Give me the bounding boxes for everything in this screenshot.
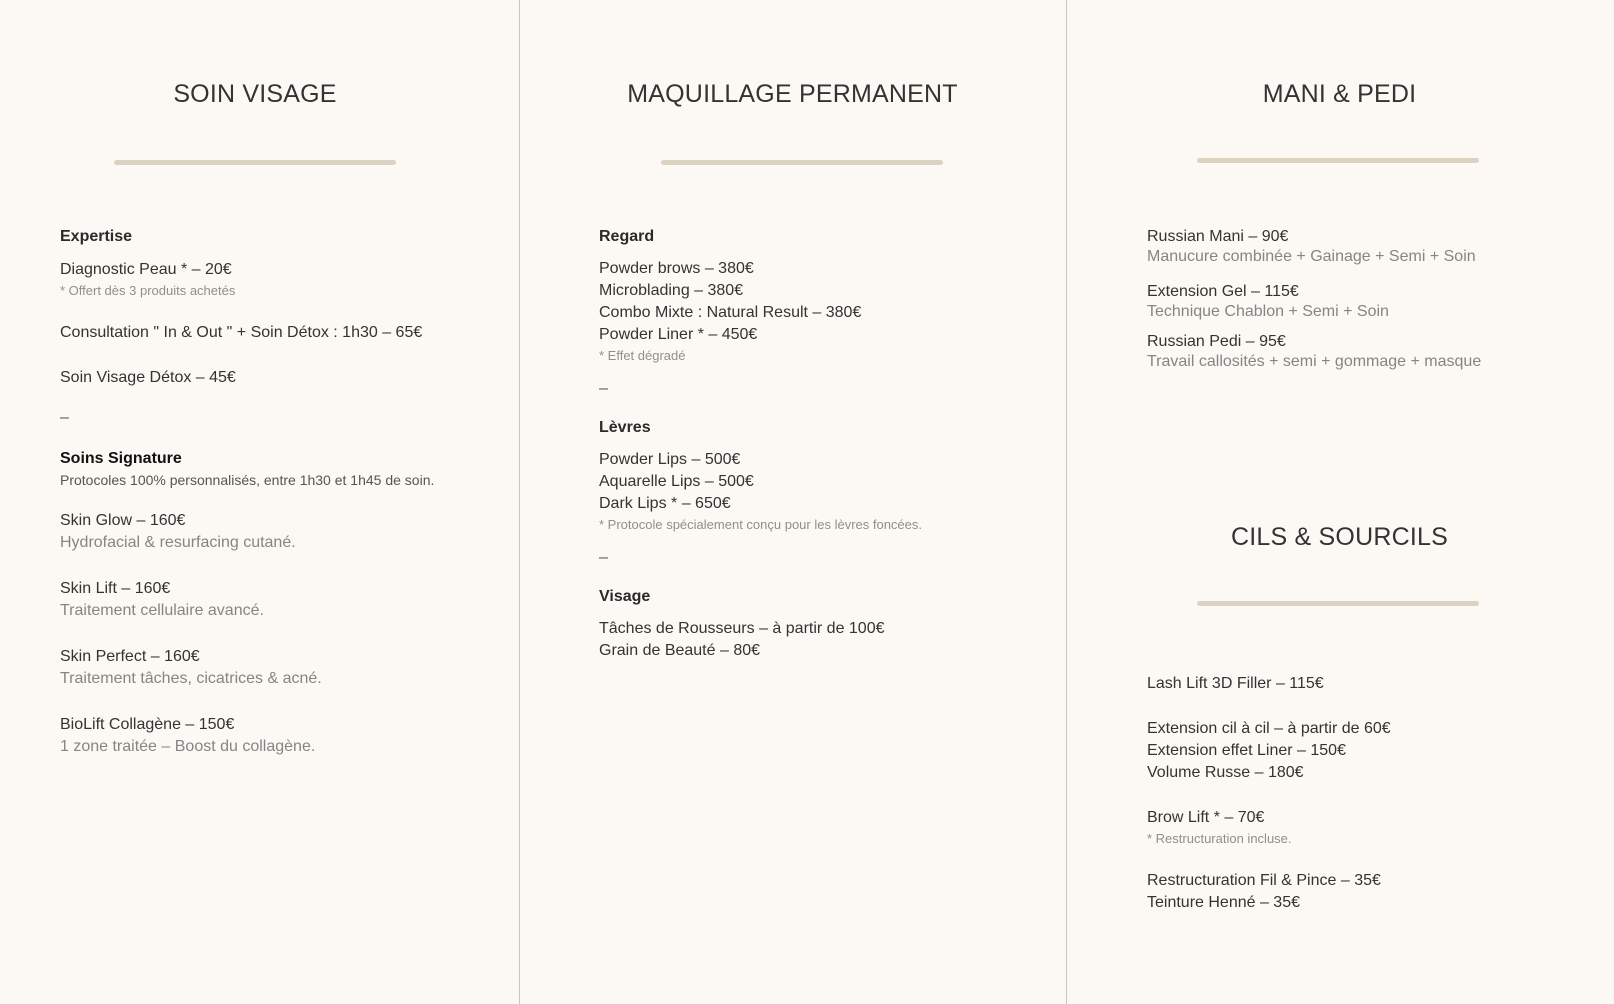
treatment-desc: Traitement cellulaire avancé. — [60, 602, 264, 619]
treatment-desc: Traitement tâches, cicatrices & acné. — [60, 670, 322, 687]
soin-detox-item: Soin Visage Détox – 45€ — [60, 369, 236, 386]
extension-list — [1147, 718, 1391, 784]
consultation-item: Consultation " In & Out " + Soin Détox : 1h30 – 65€ — [60, 324, 423, 341]
service-name: Russian Mani – 90€ — [1147, 228, 1289, 245]
expertise-label: Expertise — [60, 228, 133, 245]
treatment-desc: Hydrofacial & resurfacing cutané. — [60, 534, 296, 551]
treatment-name: Skin Lift – 160€ — [60, 580, 171, 597]
separator: – — [599, 380, 608, 397]
list-item: Powder brows – 380€ — [599, 260, 754, 277]
restructuration-item: Restructuration Fil & Pince – 35€ — [1147, 872, 1381, 889]
treatment-name: Skin Glow – 160€ — [60, 512, 186, 529]
treatment-item — [60, 646, 434, 690]
treatment-item — [60, 510, 434, 554]
section-title-soin-visage: SOIN VISAGE — [173, 80, 337, 108]
soin-visage-content — [60, 226, 434, 758]
diagnostic-note: * Offert dès 3 produits achetés — [60, 283, 236, 298]
service-desc: Travail callosités + semi + gommage + masque — [1147, 353, 1482, 370]
column-soin-visage — [0, 0, 520, 1004]
treatment-list — [60, 510, 434, 758]
column-maquillage-permanent — [520, 0, 1067, 1004]
diagnostic-item: Diagnostic Peau * – 20€ — [60, 261, 232, 278]
list-item: Powder Liner * – 450€ — [599, 326, 758, 343]
regard-label: Regard — [599, 228, 655, 245]
service-desc: Manucure combinée + Gainage + Semi + Soin — [1147, 248, 1476, 265]
levres-list — [599, 449, 922, 515]
maquillage-content — [599, 226, 922, 662]
visage-list — [599, 618, 922, 662]
service-desc: Technique Chablon + Semi + Soin — [1147, 303, 1389, 320]
service-item — [1147, 331, 1481, 371]
regard-list — [599, 258, 922, 346]
service-name: Extension Gel – 115€ — [1147, 283, 1299, 300]
signature-label: Soins Signature — [60, 450, 182, 467]
column-mani-pedi-cils — [1067, 0, 1614, 1004]
list-item: Grain de Beauté – 80€ — [599, 642, 761, 659]
lash-lift-item: Lash Lift 3D Filler – 115€ — [1147, 675, 1324, 692]
levres-note: * Protocole spécialement conçu pour les lèvres foncées. — [599, 517, 923, 532]
brow-lift-note: * Restructuration incluse. — [1147, 831, 1292, 846]
list-item: Extension cil à cil – à partir de 60€ — [1147, 720, 1391, 737]
brow-lift-item: Brow Lift * – 70€ — [1147, 809, 1265, 826]
treatment-item — [60, 578, 434, 622]
separator: – — [599, 549, 608, 566]
service-item — [1147, 281, 1481, 321]
list-item: Extension effet Liner – 150€ — [1147, 742, 1346, 759]
title-underline — [1197, 601, 1479, 606]
service-item — [1147, 226, 1481, 266]
teinture-item: Teinture Henné – 35€ — [1147, 894, 1300, 911]
section-title-mani-pedi: MANI & PEDI — [1262, 80, 1417, 108]
list-item: Dark Lips * – 650€ — [599, 495, 731, 512]
section-title-maquillage: MAQUILLAGE PERMANENT — [627, 80, 958, 108]
title-underline — [114, 160, 396, 165]
regard-note: * Effet dégradé — [599, 348, 686, 363]
list-item: Tâches de Rousseurs – à partir de 100€ — [599, 620, 885, 637]
visage-label: Visage — [599, 588, 651, 605]
treatment-item — [60, 714, 434, 758]
levres-label: Lèvres — [599, 419, 651, 436]
list-item: Combo Mixte : Natural Result – 380€ — [599, 304, 862, 321]
list-item: Volume Russe – 180€ — [1147, 764, 1304, 781]
title-underline — [661, 160, 943, 165]
section-title-cils-sourcils: CILS & SOURCILS — [1231, 523, 1448, 551]
signature-desc: Protocoles 100% personnalisés, entre 1h30 et 1h45 de soin. — [60, 472, 435, 488]
list-item: Powder Lips – 500€ — [599, 451, 741, 468]
mani-pedi-content — [1147, 226, 1481, 371]
list-item: Microblading – 380€ — [599, 282, 744, 299]
treatment-name: Skin Perfect – 160€ — [60, 648, 200, 665]
title-underline — [1197, 158, 1479, 163]
separator: – — [60, 409, 69, 426]
treatment-desc: 1 zone traitée – Boost du collagène. — [60, 738, 316, 755]
list-item: Aquarelle Lips – 500€ — [599, 473, 754, 490]
treatment-name: BioLift Collagène – 150€ — [60, 716, 235, 733]
service-name: Russian Pedi – 95€ — [1147, 333, 1286, 350]
cils-content — [1147, 673, 1391, 914]
